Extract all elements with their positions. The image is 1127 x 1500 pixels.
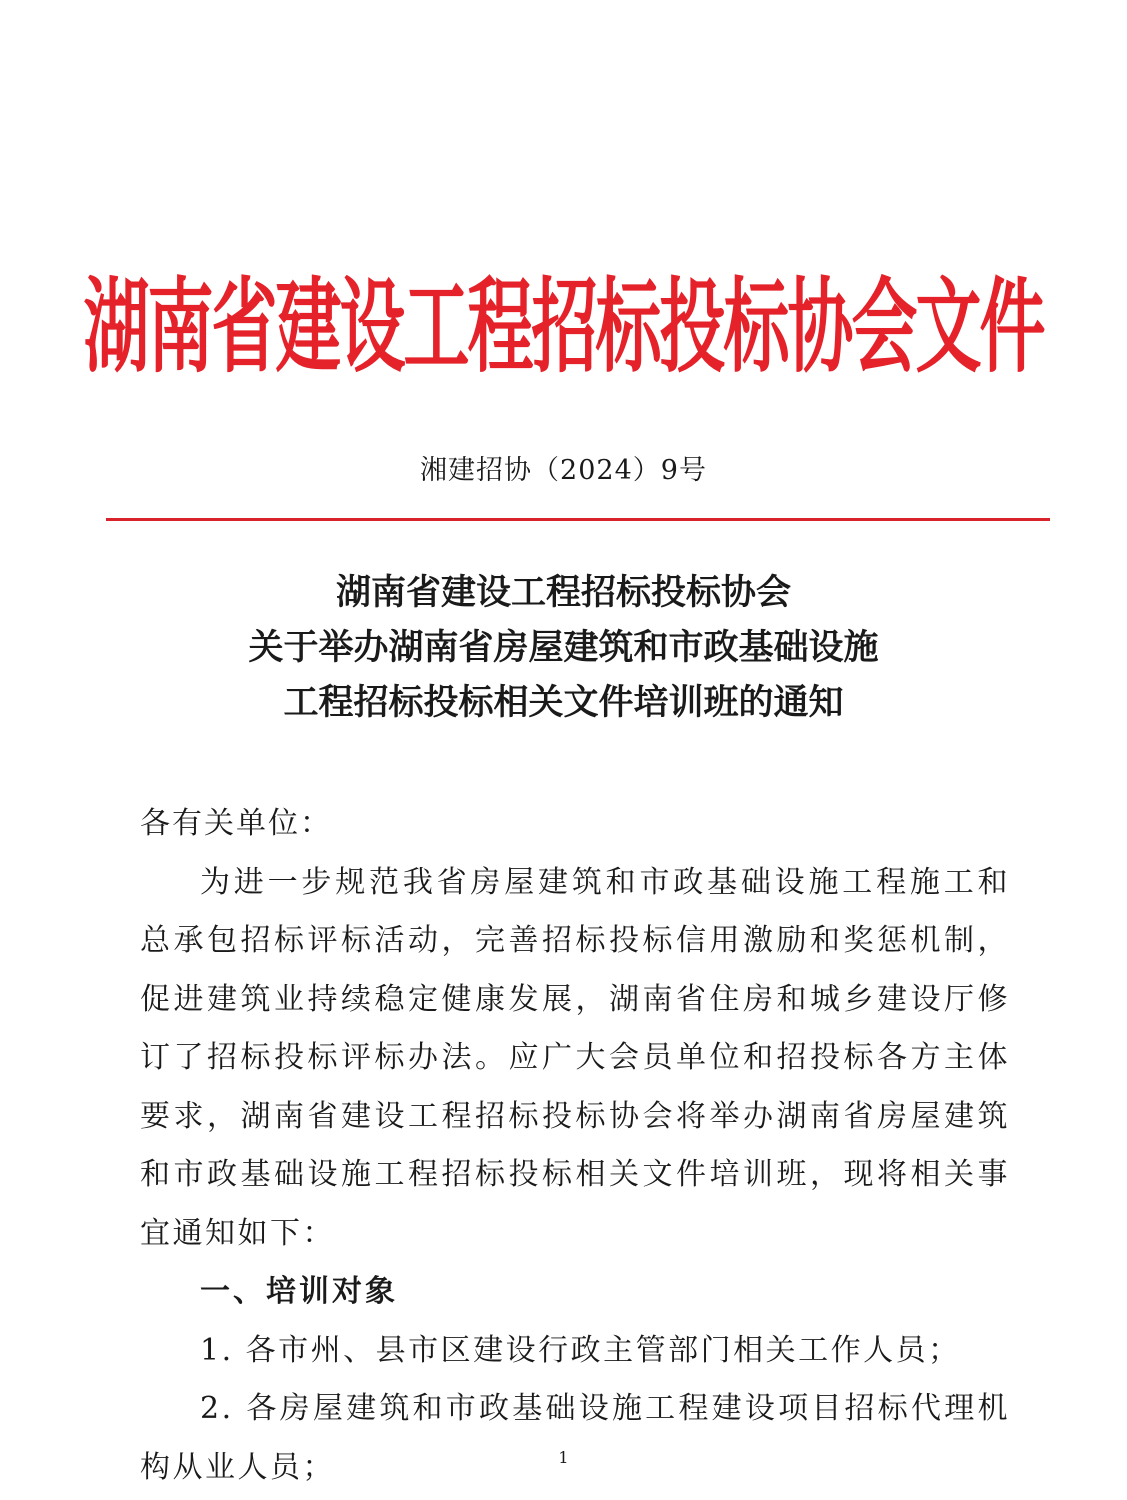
- page-number: 1: [558, 1448, 569, 1467]
- masthead-title: 湖南省建设工程招标投标协会文件: [83, 267, 1044, 387]
- section-heading-training-targets: 一、培训对象: [200, 1274, 398, 1309]
- intro-paragraph: 为进一步规范我省房屋建筑和市政基础设施工程施工和总承包招标评标活动，完善招标投标信用激励和奖惩机制，促进建筑业持续稳定健康发展，湖南省住房和城乡建设厅修订了招标投标评标办法。应广大会员单位和招投标各方主体要求，湖南省建设工程招标投标协会将举办湖南省房屋建筑和市政基础设施工程招标投标相关文件培训班，现将相关事宜通知如下：: [140, 864, 1010, 1251]
- salutation: 各有关单位：: [140, 806, 332, 841]
- title-line-2: 关于举办湖南省房屋建筑和市政基础设施: [248, 628, 879, 668]
- red-divider: [106, 518, 1050, 521]
- notice-body: [140, 795, 1010, 1497]
- notice-title: [0, 566, 1127, 731]
- title-line-1: 湖南省建设工程招标投标协会: [335, 573, 791, 613]
- list-item: 1. 各市州、县市区建设行政主管部门相关工作人员；: [200, 1332, 961, 1368]
- list-item: 2. 各房屋建筑和市政基础设施工程建设项目招标代理机构从业人员；: [140, 1391, 1010, 1485]
- title-line-3: 工程招标投标相关文件培训班的通知: [283, 683, 844, 723]
- document-number: 湘建招协（2024）9号: [420, 455, 707, 486]
